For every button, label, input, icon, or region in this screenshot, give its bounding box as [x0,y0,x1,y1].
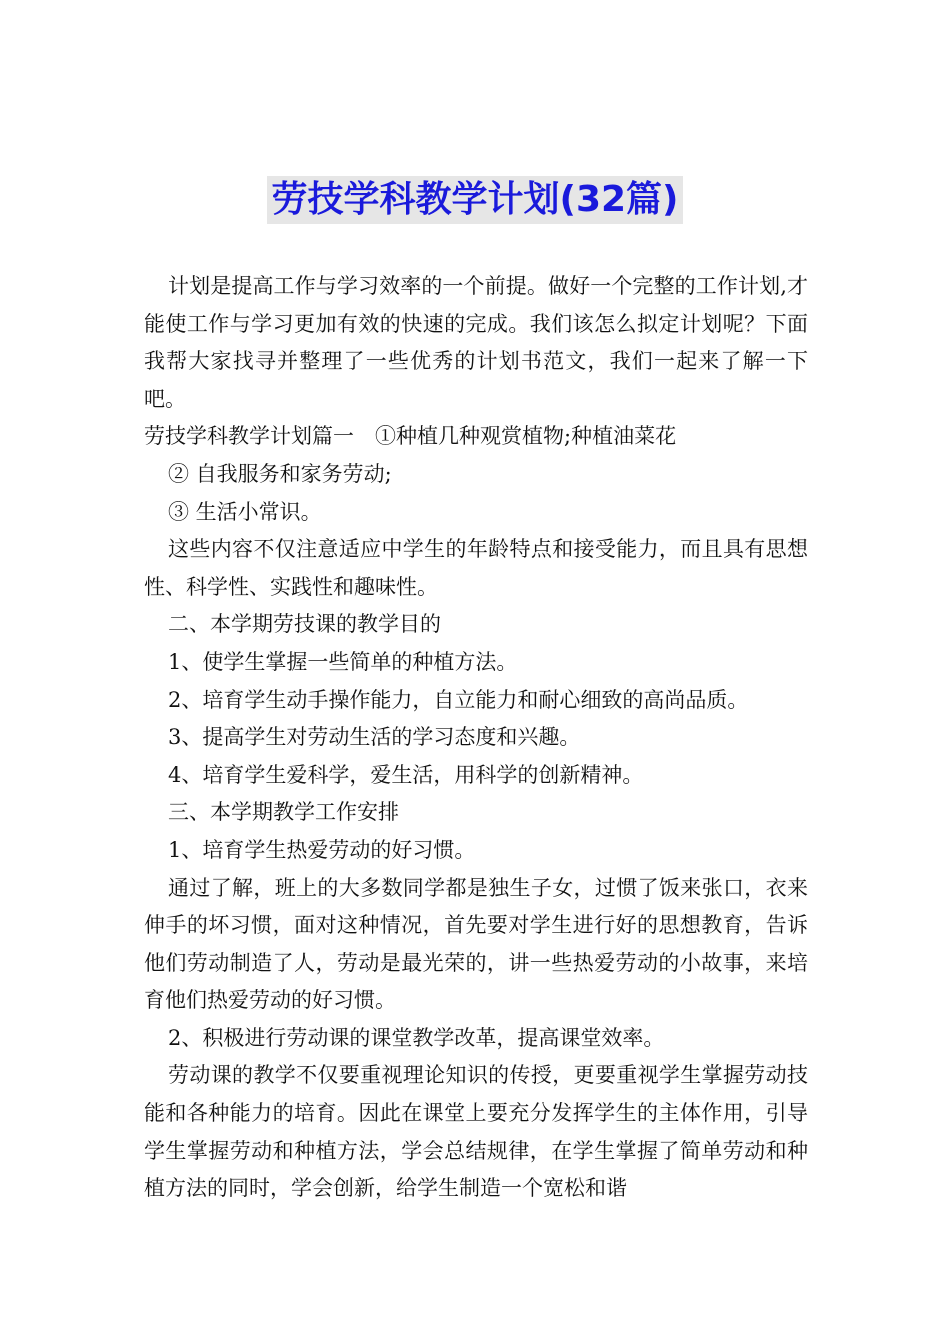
document-body [144,268,808,1208]
title-container [0,176,950,224]
list-item: ③ 生活小常识。 [168,499,322,524]
list-item: ② 自我服务和家务劳动; [168,461,392,486]
list-item: 1、培育学生热爱劳动的好习惯。 [168,837,476,862]
list-item: 3、提高学生对劳动生活的学习态度和兴趣。 [168,725,581,750]
list-item: 4、培育学生爱科学，爱生活，用科学的创新精神。 [168,762,644,787]
section-heading: 二、本学期劳技课的教学目的 [168,612,441,637]
list-item: 2、积极进行劳动课的课堂教学改革，提高课堂效率。 [168,1025,665,1050]
document-title: 劳技学科教学计划(32篇) [267,176,682,224]
body-paragraph: 这些内容不仅注意适应中学生的年龄特点和接受能力，而且具有思想性、科学性、实践性和趣味性。 [144,537,808,599]
list-item: 1、使学生掌握一些简单的种植方法。 [168,649,518,674]
section-heading: 三、本学期教学工作安排 [168,800,399,825]
body-paragraph: 劳动课的教学不仅要重视理论知识的传授，更要重视学生掌握劳动技能和各种能力的培育。因此在课堂上要充分发挥学生的主体作用，引导学生掌握劳动和种植方法，学会总结规律，在学生掌握了简单劳动和种植方法的同时，学会创新，给学生制造一个宽松和谐 [144,1063,808,1201]
section-heading-part1: 劳技学科教学计划篇一 ①种植几种观赏植物;种植油菜花 [144,424,677,449]
body-paragraph: 通过了解，班上的大多数同学都是独生子女，过惯了饭来张口，衣来伸手的坏习惯，面对这种情况，首先要对学生进行好的思想教育，告诉他们劳动制造了人，劳动是最光荣的，讲一些热爱劳动的小故事，来培育他们热爱劳动的好习惯。 [144,875,808,1013]
list-item: 2、培育学生动手操作能力，自立能力和耐心细致的高尚品质。 [168,687,749,712]
intro-paragraph: 计划是提高工作与学习效率的一个前提。做好一个完整的工作计划,才能使工作与学习更加有效的快速的完成。我们该怎么拟定计划呢？下面我帮大家找寻并整理了一些优秀的计划书范文，我们一起来了解一下吧。 [144,274,808,411]
